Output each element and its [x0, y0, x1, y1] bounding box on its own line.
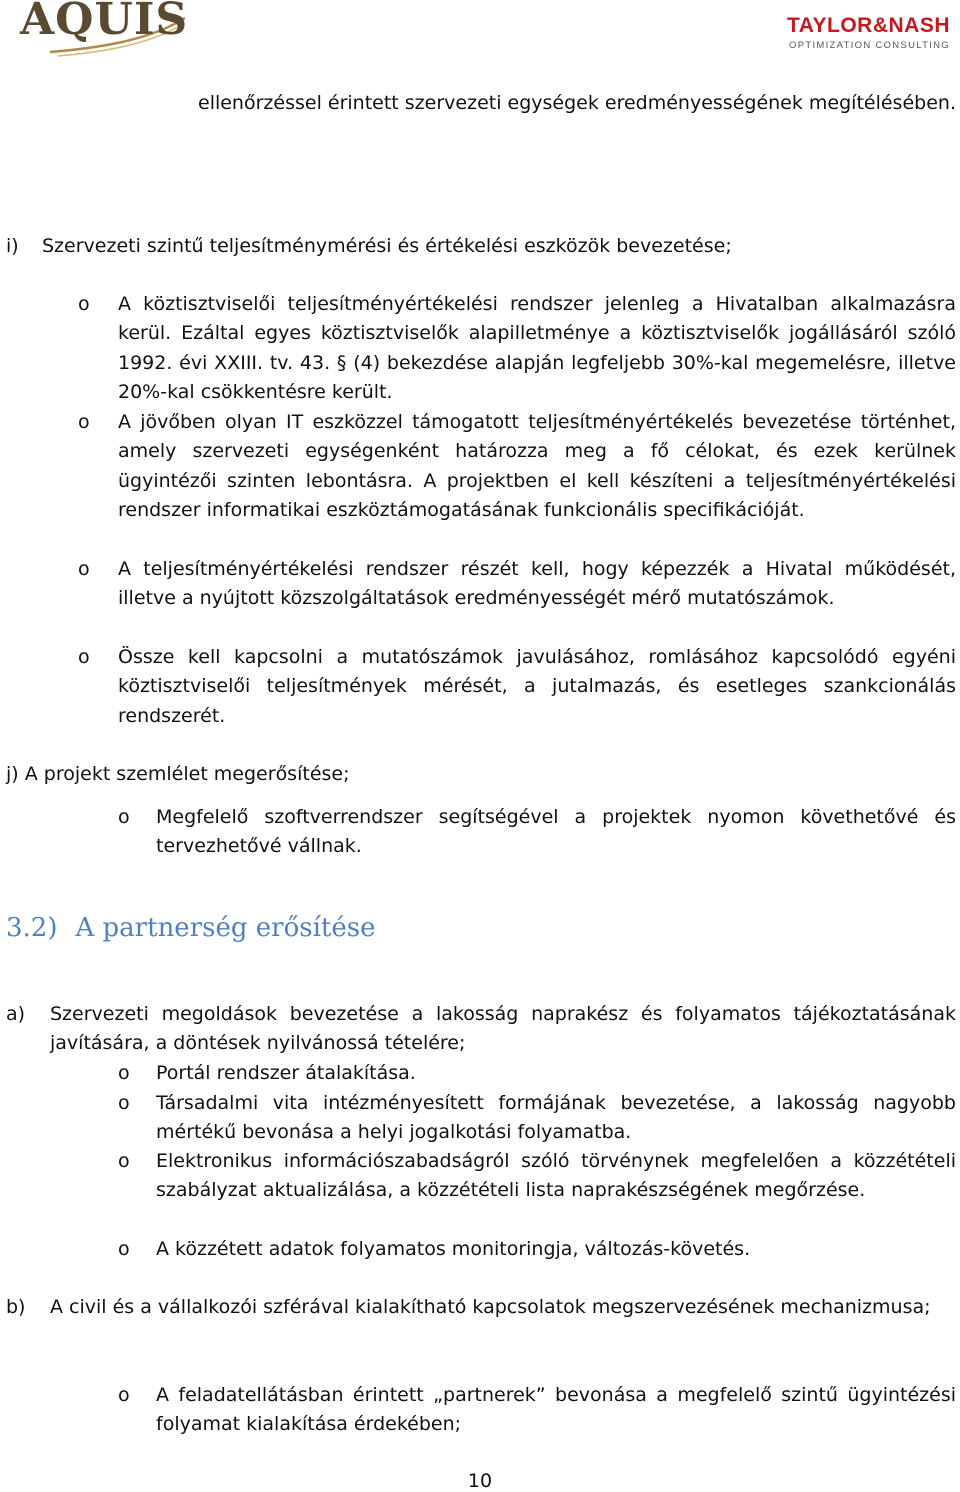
section-title: A partnerség erősítése	[75, 913, 376, 943]
section-heading	[6, 913, 375, 943]
bullet-marker: o	[118, 1384, 130, 1406]
continuation-paragraph: ellenőrzéssel érintett szervezeti egységek eredményességének megítélésében.	[198, 92, 956, 114]
item-i-bullet-3: A teljesítményértékelési rendszer részét kell, hogy képezzék a Hivatal működését, illetve a nyújtott közszolgáltatások eredményességét mérő mutatószámok.	[118, 558, 956, 610]
item-a-bullet-2: Társadalmi vita intézményesített formájának bevezetése, a lakosság nagyobb mértékű bevonása a helyi jogalkotási folyamatba.	[156, 1092, 956, 1144]
item-i-bullet-1: A köztisztviselői teljesítményértékelési rendszer jelenleg a Hivatalban alkalmazásra kerül. Ezáltal egyes köztisztviselők alapilletménye a köztisztviselők jogállásáról szóló 1992. évi XXIII. tv. 43. § (4) bekezdése alapján legfeljebb 30%-kal megemelésre, illetve 20%-kal csökkentésre került.	[118, 293, 956, 404]
item-a-marker: a)	[6, 1003, 26, 1025]
item-j-bullet-1: Megfelelő szoftverrendszer segítségével a projektek nyomon követhetővé és tervezhetővé vállnak.	[156, 806, 956, 858]
taylor-nash-logo	[760, 14, 950, 58]
item-i-bullet-2: A jövőben olyan IT eszközzel támogatott teljesítményértékelés bevezetése történhet, amely szervezeti egységenként határozza meg a fő célokat, és ezek kerülnek ügyintézői szinten lebontásra. A projektben el kell készíteni a teljesítményértékelési rendszer informatikai eszköztámogatásának funkcionális specifikációját.	[118, 411, 956, 522]
bullet-marker: o	[78, 646, 90, 668]
bullet-marker: o	[118, 806, 130, 828]
bullet-marker: o	[118, 1062, 130, 1084]
item-a-text: Szervezeti megoldások bevezetése a lakosság naprakész és folyamatos tájékoztatásának javítására, a döntések nyilvánossá tételére;	[50, 1003, 956, 1055]
item-a-bullet-3: Elektronikus információszabadságról szóló törvénynek megfelelően a közzétételi szabályzat aktualizálása, a közzétételi lista naprakészségének megőrzése.	[156, 1150, 956, 1202]
item-a-bullet-4: A közzétett adatok folyamatos monitoringja, változás-követés.	[156, 1238, 751, 1260]
item-a-bullet-1: Portál rendszer átalakítása.	[156, 1062, 416, 1084]
item-i-bullet-4: Össze kell kapcsolni a mutatószámok javulásához, romlásához kapcsolódó egyéni köztisztviselői teljesítmények mérését, a jutalmazás, és esetleges szankcionálás rendszerét.	[118, 646, 956, 727]
section-number: 3.2)	[6, 913, 58, 943]
item-i-marker: i)	[6, 235, 19, 257]
item-b-text: A civil és a vállalkozói szférával kialakítható kapcsolatok megszervezésének mechanizmusa;	[50, 1296, 931, 1318]
page-header	[0, 0, 960, 70]
bullet-marker: o	[78, 411, 90, 433]
item-i-text: Szervezeti szintű teljesítménymérési és értékelési eszközök bevezetése;	[42, 235, 732, 257]
bullet-marker: o	[78, 558, 90, 580]
bullet-marker: o	[78, 293, 90, 315]
bullet-marker: o	[118, 1092, 130, 1114]
taylor-nash-subtitle: OPTIMIZATION CONSULTING	[789, 40, 950, 51]
taylor-nash-name: TAYLOR&NASH	[786, 14, 950, 37]
item-b-marker: b)	[6, 1296, 26, 1318]
item-b-bullet-1: A feladatellátásban érintett „partnerek” bevonása a megfelelő szintű ügyintézési folyamat kialakítása érdekében;	[156, 1384, 956, 1436]
aquis-logo	[20, 0, 190, 62]
aquis-logo-text: AQUIS	[20, 0, 189, 45]
bullet-marker: o	[118, 1238, 130, 1260]
page-number: 10	[467, 1470, 493, 1492]
bullet-marker: o	[118, 1150, 130, 1172]
item-j-text: j) A projekt szemlélet megerősítése;	[6, 763, 350, 785]
